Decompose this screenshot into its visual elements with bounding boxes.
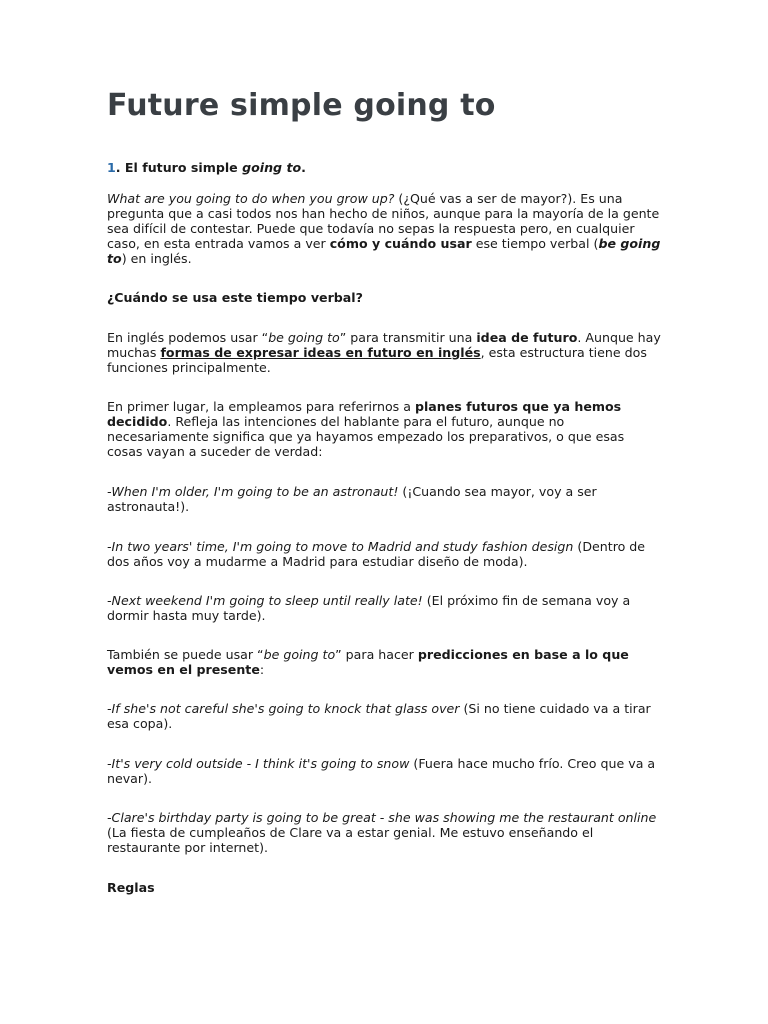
example-5-spanish: (Fuera hace mucho frío. Creo que va a nevar). [107,756,656,786]
section-heading-emphasis: going to [242,160,302,175]
section-number: 1 [107,160,116,175]
example-4-spanish: (Si no tiene cuidado va a tirar esa copa). [107,701,651,731]
intro-text-3: ) en inglés. [121,251,192,266]
example-2-english: -In two years' time, I'm going to move to Madrid and study fashion design [107,539,574,554]
intro-bold-italic: be going to [107,236,661,266]
rules-heading [107,880,663,895]
example-6 [107,810,663,855]
p2-text-2: . Refleja las intenciones del hablante para el futuro, aunque no necesariamente significa que ya hayamos empezado los preparativos, o que esas cosas vayan a suceder de verdad: [107,414,625,459]
intro-text-2: ese tiempo verbal ( [471,236,599,251]
section-heading [107,160,663,175]
p1-text-3: . Aunque hay muchas [107,330,661,360]
paragraph-future-idea [107,330,663,375]
example-3-spanish: (El próximo fin de semana voy a dormir hasta muy tarde). [107,593,631,623]
p1-text-1: En inglés podemos usar “ [107,330,269,345]
p1-bold: idea de futuro [476,330,578,345]
intro-question: What are you going to do when you grow up? [107,191,395,206]
p1-text-4: , esta estructura tiene dos funciones principalmente. [107,345,647,375]
paragraph-predictions [107,647,663,677]
example-3-english: -Next weekend I'm going to sleep until really late! [107,593,423,608]
p2-text-1: En primer lugar, la empleamos para referirnos a [107,399,415,414]
when-heading [107,290,663,305]
page-title: Future simple going to [107,88,496,123]
paragraph-plans [107,399,663,459]
intro-paragraph [107,191,663,266]
example-6-spanish: (La fiesta de cumpleaños de Clare va a estar genial. Me estuvo enseñando el restaurante por internet). [107,825,594,855]
example-5 [107,756,663,786]
p2-bold: planes futuros que ya hemos decidido [107,399,622,429]
intro-text-1: (¿Qué vas a ser de mayor?). Es una pregunta que a casi todos nos han hecho de niños, aunque para la mayoría de la gente sea difícil de contestar. Puede que todavía no sepas la respuesta pero, en cualquier caso, en esta entrada vamos a ver [107,191,660,251]
section-heading-end: . [301,160,306,175]
example-4-english: -If she's not careful she's going to knock that glass over [107,701,460,716]
p3-italic: be going to [263,647,336,662]
example-2 [107,539,663,569]
p1-text-2: ” para transmitir una [339,330,477,345]
example-6-english: -Clare's birthday party is going to be great - she was showing me the restaurant online [107,810,657,825]
p1-italic: be going to [268,330,340,345]
example-3 [107,593,663,623]
example-2-spanish: (Dentro de dos años voy a mudarme a Madrid para estudiar diseño de moda). [107,539,646,569]
example-1-spanish: (¡Cuando sea mayor, voy a ser astronauta!). [107,484,597,514]
p3-text-2: ” para hacer [335,647,418,662]
example-4 [107,701,663,731]
example-1 [107,484,663,514]
rules-heading-text: Reglas [107,880,155,895]
intro-bold-1: cómo y cuándo usar [329,236,472,251]
example-1-english: -When I'm older, I'm going to be an astronaut! [107,484,399,499]
when-heading-text: ¿Cuándo se usa este tiempo verbal? [107,290,363,305]
future-forms-link[interactable]: formas de expresar ideas en futuro en inglés [160,345,481,360]
example-5-english: -It's very cold outside - I think it's going to snow [107,756,410,771]
p3-text-1: También se puede usar “ [107,647,264,662]
p3-bold: predicciones en base a lo que vemos en el presente [107,647,629,677]
p3-text-3: : [259,662,265,677]
section-heading-text: . El futuro simple [115,160,243,175]
